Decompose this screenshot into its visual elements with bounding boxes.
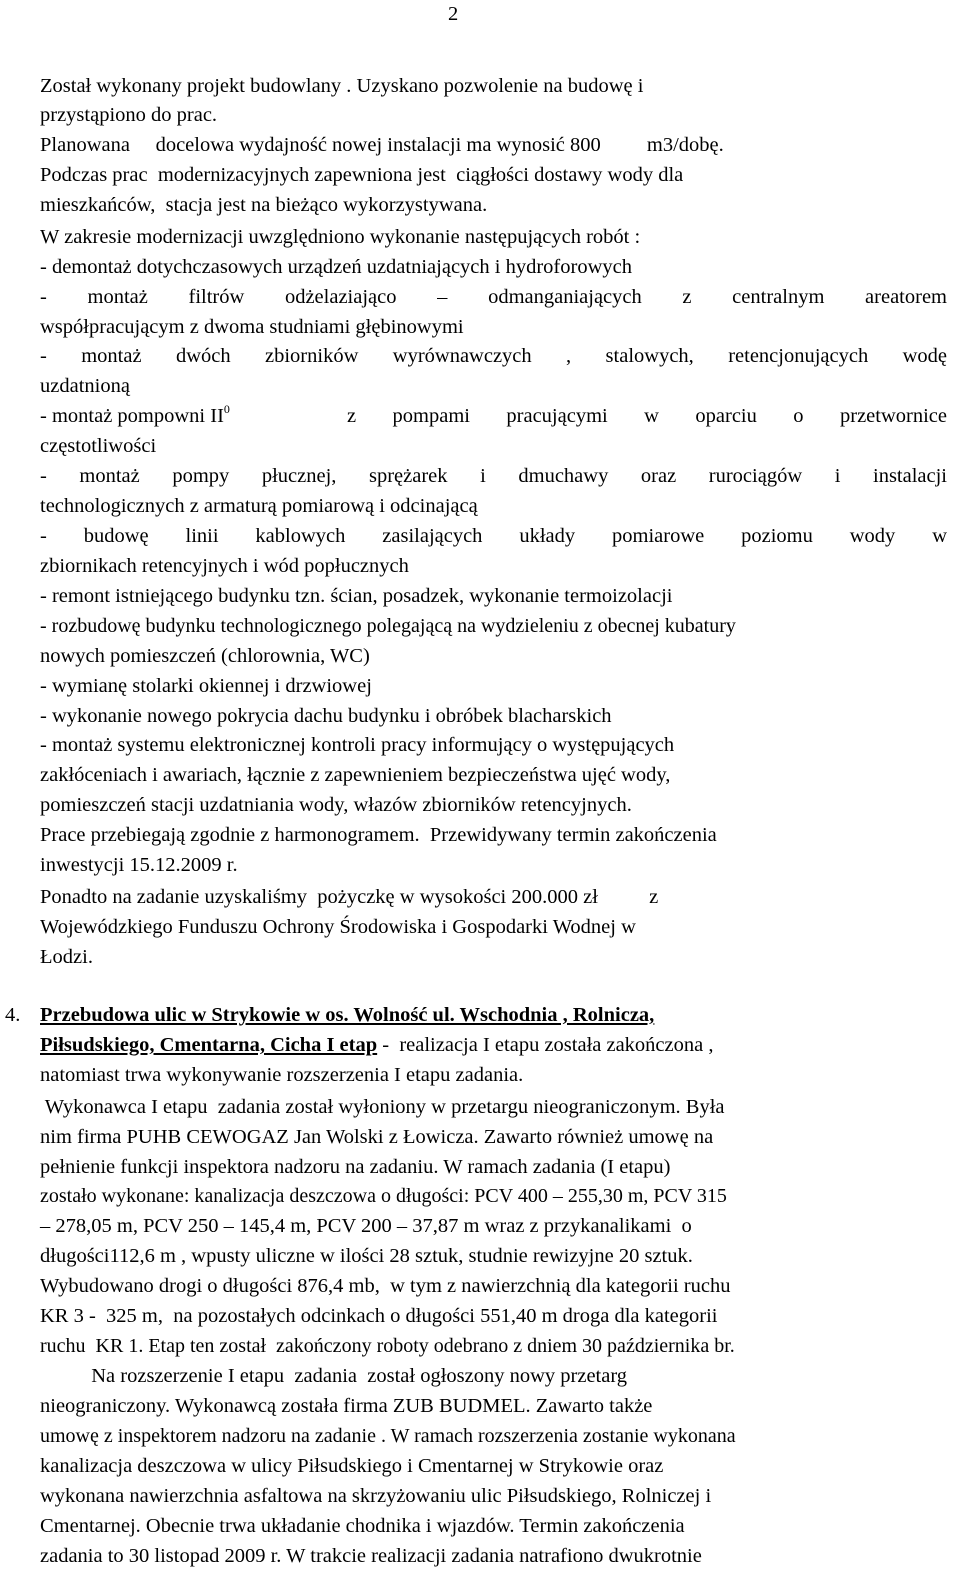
list-item: - demontaż dotychczasowych urządzeń uzdatniających i hydroforowych xyxy=(40,256,632,278)
text-line: KR 3 - 325 m, na pozostałych odcinkach o długości 551,40 m droga dla kategorii xyxy=(40,1305,718,1327)
list-item: - wymianę stolarki okiennej i drzwiowej xyxy=(40,675,372,697)
text-line: Wybudowano drogi o długości 876,4 mb, w tym z nawierzchnią dla kategorii ruchu xyxy=(40,1275,731,1297)
text-line: długości112,6 m , wpusty uliczne w ilości 28 sztuk, studnie rewizyjne 20 sztuk. xyxy=(40,1245,693,1267)
text-line: Cmentarnej. Obecnie trwa układanie chodnika i wjazdów. Termin zakończenia xyxy=(40,1515,685,1537)
text-line: zakłóceniach i awariach, łącznie z zapewnieniem bezpieczeństwa ujęć wody, xyxy=(40,764,671,786)
text-line: Planowana docelowa wydajność nowej instalacji ma wynosić 800 m3/dobę. xyxy=(40,134,724,156)
text-line: Prace przebiegają zgodnie z harmonogramem. Przewidywany termin zakończenia xyxy=(40,824,717,846)
text-line: Wykonawca I etapu zadania został wyłoniony w przetargu nieograniczonym. Była xyxy=(40,1096,725,1118)
text-line: kanalizacja deszczowa w ulicy Piłsudskiego i Cmentarnej w Strykowie oraz xyxy=(40,1455,664,1477)
text-line: inwestycji 15.12.2009 r. xyxy=(40,854,238,876)
text-line: zostało wykonane: kanalizacja deszczowa o długości: PCV 400 – 255,30 m, PCV 315 xyxy=(40,1185,727,1207)
section-title: Przebudowa ulic w Strykowie w os. Wolność ul. Wschodnia , Rolnicza, xyxy=(40,1004,655,1026)
text-line: pomieszczeń stacji uzdatniania wody, włazów zbiorników retencyjnych. xyxy=(40,794,632,816)
list-item: - budowę linii kablowych zasilających układy pomiarowe poziomu wody w xyxy=(40,525,947,547)
text-line: częstotliwości xyxy=(40,435,157,457)
text-line: natomiast trwa wykonywanie rozszerzenia I etapu zadania. xyxy=(40,1064,524,1086)
text-line: Na rozszerzenie I etapu zadania został ogłoszony nowy przetarg xyxy=(40,1365,628,1387)
text-line: Został wykonany projekt budowlany . Uzyskano pozwolenie na budowę i xyxy=(40,75,644,97)
text-line: uzdatnioną xyxy=(40,375,130,397)
text-line: mieszkańców, stacja jest na bieżąco wykorzystywana. xyxy=(40,194,488,216)
text-line: ruchu KR 1. Etap ten został zakończony roboty odebrano z dniem 30 października br. xyxy=(40,1335,735,1357)
section-title-line xyxy=(40,1031,713,1060)
list-item: - remont istniejącego budynku tzn. ścian, posadzek, wykonanie termoizolacji xyxy=(40,585,673,607)
pump-station-rest: z pompami pracującymi w oparciu o przetwornice xyxy=(347,405,947,427)
superscript: 0 xyxy=(223,402,230,416)
section-number: 4. xyxy=(5,1004,21,1026)
list-item: - wykonanie nowego pokrycia dachu budynku i obróbek blacharskich xyxy=(40,705,612,727)
text-line: Łodzi. xyxy=(40,946,93,968)
text-line: wykonana nawierzchnia asfaltowa na skrzyżowaniu ulic Piłsudskiego, Rolniczej i xyxy=(40,1485,712,1507)
list-item: - montaż pompy płucznej, sprężarek i dmuchawy oraz rurociągów i instalacji xyxy=(40,465,947,487)
text-line: nieograniczony. Wykonawcą została firma ZUB BUDMEL. Zawarto także xyxy=(40,1395,653,1417)
list-item: - montaż dwóch zbiorników wyrównawczych , stalowych, retencjonujących wodę xyxy=(40,345,947,367)
list-item xyxy=(40,402,947,431)
text-line: Ponadto na zadanie uzyskaliśmy pożyczkę w wysokości 200.000 zł z xyxy=(40,886,659,908)
page-number: 2 xyxy=(448,3,459,25)
list-item: - rozbudowę budynku technologicznego polegającą na wydzieleniu z obecnej kubatury xyxy=(40,615,736,637)
list-item: - montaż filtrów odżelaziająco – odmanganiających z centralnym areatorem xyxy=(40,286,947,308)
text-line: przystąpiono do prac. xyxy=(40,104,218,126)
text-line: W zakresie modernizacji uwzględniono wykonanie następujących robót : xyxy=(40,226,641,248)
text-line: współpracującym z dwoma studniami głębinowymi xyxy=(40,316,464,338)
section-status: - realizacja I etapu została zakończona , xyxy=(377,1034,714,1056)
section-title-cont: Piłsudskiego, Cmentarna, Cicha I etap xyxy=(40,1034,378,1056)
text-line: nowych pomieszczeń (chlorownia, WC) xyxy=(40,645,370,667)
list-item: - montaż systemu elektronicznej kontroli pracy informujący o występujących xyxy=(40,734,675,756)
text-line: – 278,05 m, PCV 250 – 145,4 m, PCV 200 – 37,87 m wraz z przykanalikami o xyxy=(40,1215,692,1237)
text-line: zbiornikach retencyjnych i wód popłucznych xyxy=(40,555,409,577)
text-line: nim firma PUHB CEWOGAZ Jan Wolski z Łowicza. Zawarto również umowę na xyxy=(40,1126,714,1148)
pump-station-text: - montaż pompowni $II^0$ xyxy=(40,402,230,427)
text-line: Podczas prac modernizacyjnych zapewniona jest ciągłości dostawy wody dla xyxy=(40,164,684,186)
text-line: Wojewódzkiego Funduszu Ochrony Środowiska i Gospodarki Wodnej w xyxy=(40,916,636,938)
text-line: technologicznych z armaturą pomiarową i odcinającą xyxy=(40,495,478,517)
text-line: pełnienie funkcji inspektora nadzoru na zadaniu. W ramach zadania (I etapu) xyxy=(40,1156,671,1178)
text-line: zadania to 30 listopad 2009 r. W trakcie realizacji zadania natrafiono dwukrotnie xyxy=(40,1545,702,1567)
text-line: umowę z inspektorem nadzoru na zadanie . W ramach rozszerzenia zostanie wykonana xyxy=(40,1425,736,1447)
